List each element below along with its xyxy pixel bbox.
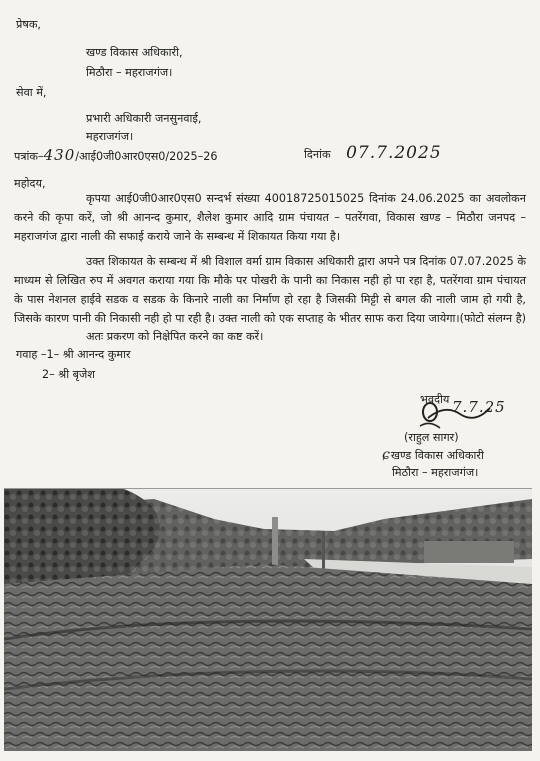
ref-prefix: पत्रांक– <box>14 150 44 163</box>
sender-designation: खण्ड विकास अधिकारी, <box>86 46 183 59</box>
signatory-title: ɕखण्ड विकास अधिकारी <box>382 447 484 463</box>
paragraph-2: उक्त शिकायत के सम्बन्ध में श्री विशाल वर्मा ग्राम विकास अधिकारी द्वारा अपने पत्र दिनांक 07.07.2025 के माध्यम से लिखित रुप में अवगत कराया गया कि मौके पर पोखरी के पानी का निकास नही हो पा रहा है, पतरेंगवा ग्राम पंचायत के पास नेशनल हाईवे सडक व सडक के किनारे नाली का निर्माण हो रहा है जिसकी मिट्टी से बगल की नाली जाम हो गयी है, जिसके कारण पानी की निकासी नही हो पा रही है। उक्त नाली को एक सप्ताह के भीतर साफ करा दिया जायेगा।(फोटो संलग्न है) <box>14 255 527 325</box>
ref-number: 430 <box>43 146 76 164</box>
signature-hook-icon: ɕ <box>382 447 391 463</box>
recipient-designation: प्रभारी अधिकारी जनसुनवाई, <box>86 112 202 125</box>
attached-photo <box>4 488 532 751</box>
witness-1: गवाह –1– श्री आनन्द कुमार <box>16 348 131 361</box>
ref-suffix: /आई0जी0आर0एस0/2025–26 <box>75 150 218 163</box>
recipient-label: सेवा में, <box>16 86 47 99</box>
paragraph-3: अतः प्रकरण को निक्षेपित करने का कष्ट करें। <box>86 330 264 343</box>
sender-office: मिठौरा – महराजगंज। <box>86 66 173 79</box>
site-photo-icon <box>4 489 532 751</box>
closing: भवदीय <box>420 393 450 406</box>
reference-line <box>14 148 217 164</box>
signatory-place: मिठौरा – महराजगंज। <box>392 466 479 479</box>
date-value: 07.7.2025 <box>346 143 442 163</box>
witness-2: 2– श्री बृजेश <box>42 368 95 381</box>
signatory-name: (राहुल सागर) <box>404 431 459 444</box>
paragraph-1: कृपया आई0जी0आर0एस0 सन्दर्भ संख्या 40018725015025 दिनांक 24.06.2025 का अवलोकन करने की कृपा करें, जो श्री आनन्द कुमार, शैलेश कुमार आदि ग्राम पंचायत – पतरेंगवा, विकास खण्ड – मिठौरा जनपद – महराजगंज द्वारा नाली की सफाई कराये जाने के सम्बन्ध में शिकायत किया गया है। <box>14 192 526 243</box>
sender-label: प्रेषक, <box>16 18 41 31</box>
salutation: महोदय, <box>14 177 46 190</box>
date-label: दिनांक <box>304 148 331 161</box>
signature-date: 7.7.25 <box>452 398 506 416</box>
recipient-place: महराजगंज। <box>86 130 134 143</box>
date-line <box>304 143 442 163</box>
